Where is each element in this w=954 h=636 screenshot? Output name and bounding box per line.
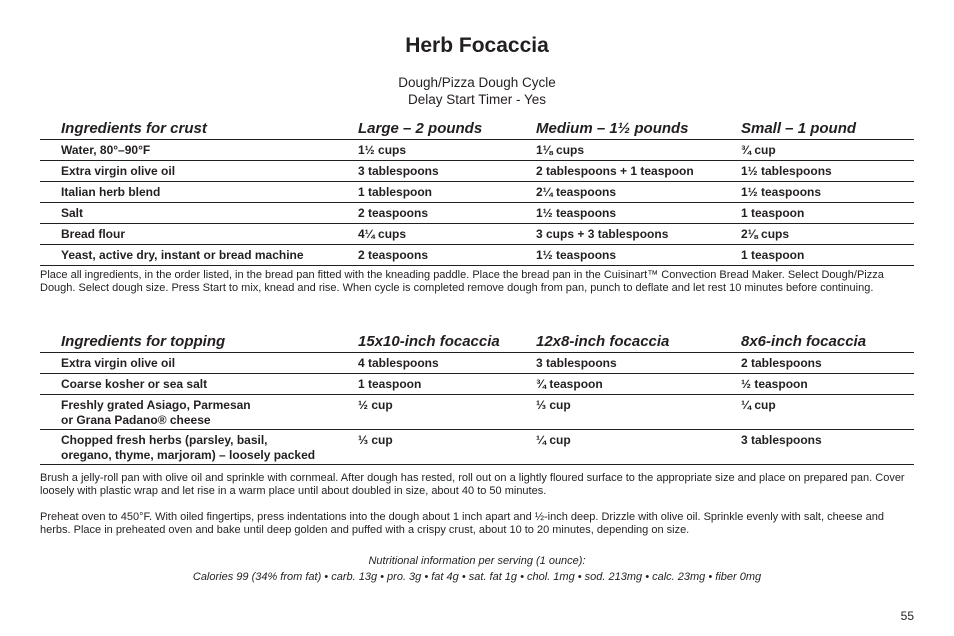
table-row xyxy=(40,224,914,245)
column-header: Large – 2 pounds xyxy=(358,116,536,140)
column-header: Small – 1 pound xyxy=(741,116,914,140)
amount-cell: ½ cup xyxy=(358,395,536,430)
topping-instructions-1: Brush a jelly-roll pan with olive oil and sprinkle with cornmeal. After dough has rested, roll out on a lightly floured surface to the appropriate size and place on prepared pan. Cover loosely with plastic wrap and let rise in a warm place until about doubled in size, about 40 to 50 minutes. xyxy=(40,472,905,497)
cycle-info xyxy=(0,74,954,108)
ingredient-cell: Water, 80°–90°F xyxy=(40,140,358,161)
table-header-row xyxy=(40,116,914,140)
ingredient-cell: Coarse kosher or sea salt xyxy=(40,374,358,395)
column-header: 12x8-inch focaccia xyxy=(536,329,741,353)
amount-cell: 4¼ cups xyxy=(358,224,536,245)
ingredient-cell: Extra virgin olive oil xyxy=(40,161,358,182)
ingredient-cell: Extra virgin olive oil xyxy=(40,353,358,374)
timer-line: Delay Start Timer - Yes xyxy=(407,92,547,107)
amount-cell: ⅓ cup xyxy=(536,395,741,430)
amount-cell: 1⅛ cups xyxy=(536,140,741,161)
amount-cell: 2 teaspoons xyxy=(358,245,536,266)
amount-cell: 1 teaspoon xyxy=(741,245,914,266)
nutrition-values: Calories 99 (34% from fat) • carb. 13g • pro. 3g • fat 4g • sat. fat 1g • chol. 1mg • sod. 213mg • calc. 23mg • fiber 0mg xyxy=(192,571,762,583)
table-row xyxy=(40,182,914,203)
cycle-line: Dough/Pizza Dough Cycle xyxy=(398,75,556,90)
amount-cell: ¼ cup xyxy=(741,395,914,430)
amount-cell: 2⅛ cups xyxy=(741,224,914,245)
table-row xyxy=(40,140,914,161)
table-row xyxy=(40,161,914,182)
amount-cell: ¼ cup xyxy=(536,430,741,465)
column-header: 15x10-inch focaccia xyxy=(358,329,536,353)
column-header: Ingredients for topping xyxy=(40,329,358,353)
amount-cell: 1½ cups xyxy=(358,140,536,161)
amount-cell: 3 cups + 3 tablespoons xyxy=(536,224,741,245)
amount-cell: 1 tablespoon xyxy=(358,182,536,203)
ingredient-cell: Italian herb blend xyxy=(40,182,358,203)
nutrition-heading: Nutritional information per serving (1 ounce): xyxy=(368,555,586,567)
amount-cell: 3 tablespoons xyxy=(358,161,536,182)
amount-cell: 2¼ teaspoons xyxy=(536,182,741,203)
amount-cell: 2 tablespoons + 1 teaspoon xyxy=(536,161,741,182)
amount-cell: 1 teaspoon xyxy=(358,374,536,395)
table-row xyxy=(40,430,914,465)
amount-cell: 3 tablespoons xyxy=(741,430,914,465)
amount-cell: 2 tablespoons xyxy=(741,353,914,374)
amount-cell: 4 tablespoons xyxy=(358,353,536,374)
table-header-row xyxy=(40,329,914,353)
amount-cell: 1½ tablespoons xyxy=(741,161,914,182)
table-row xyxy=(40,395,914,430)
page-number: 55 xyxy=(900,609,914,623)
amount-cell: 1½ teaspoons xyxy=(536,203,741,224)
table-row xyxy=(40,203,914,224)
amount-cell: 1½ teaspoons xyxy=(741,182,914,203)
topping-table xyxy=(40,329,914,465)
amount-cell: 1½ teaspoons xyxy=(536,245,741,266)
table-row xyxy=(40,245,914,266)
amount-cell: ¾ teaspoon xyxy=(536,374,741,395)
table-row xyxy=(40,374,914,395)
column-header: 8x6-inch focaccia xyxy=(741,329,914,353)
page-title: Herb Focaccia xyxy=(405,34,549,57)
crust-instructions: Place all ingredients, in the order listed, in the bread pan fitted with the kneading paddle. Place the bread pan in the Cuisinart™ Convection Bread Maker. Select Dough/Pizza Dough. Select dough size. Press Start to mix, knead and rise. When cycle is completed remove dough from pan, punch to deflate and let rest 10 minutes before continuing. xyxy=(40,269,884,294)
column-header: Medium – 1½ pounds xyxy=(536,116,741,140)
topping-instructions-2: Preheat oven to 450°F. With oiled fingertips, press indentations into the dough about 1 inch apart and ½-inch deep. Drizzle with olive oil. Sprinkle evenly with salt, cheese and herbs. Place in preheated oven and bake until deep golden and puffed with a crispy crust, about 10 to 20 minutes, depending on size. xyxy=(40,511,884,536)
ingredient-cell: Salt xyxy=(40,203,358,224)
amount-cell: ⅓ cup xyxy=(358,430,536,465)
table-row xyxy=(40,353,914,374)
amount-cell: ¾ cup xyxy=(741,140,914,161)
ingredient-cell: Bread flour xyxy=(40,224,358,245)
amount-cell: 2 teaspoons xyxy=(358,203,536,224)
ingredient-cell: Chopped fresh herbs (parsley, basil, oregano, thyme, marjoram) – loosely packed xyxy=(40,430,358,465)
ingredient-cell: Yeast, active dry, instant or bread machine xyxy=(40,245,358,266)
ingredient-cell: Freshly grated Asiago, Parmesan or Grana Padano® cheese xyxy=(40,395,358,430)
column-header: Ingredients for crust xyxy=(40,116,358,140)
amount-cell: ½ teaspoon xyxy=(741,374,914,395)
amount-cell: 3 tablespoons xyxy=(536,353,741,374)
crust-table xyxy=(40,116,914,266)
amount-cell: 1 teaspoon xyxy=(741,203,914,224)
